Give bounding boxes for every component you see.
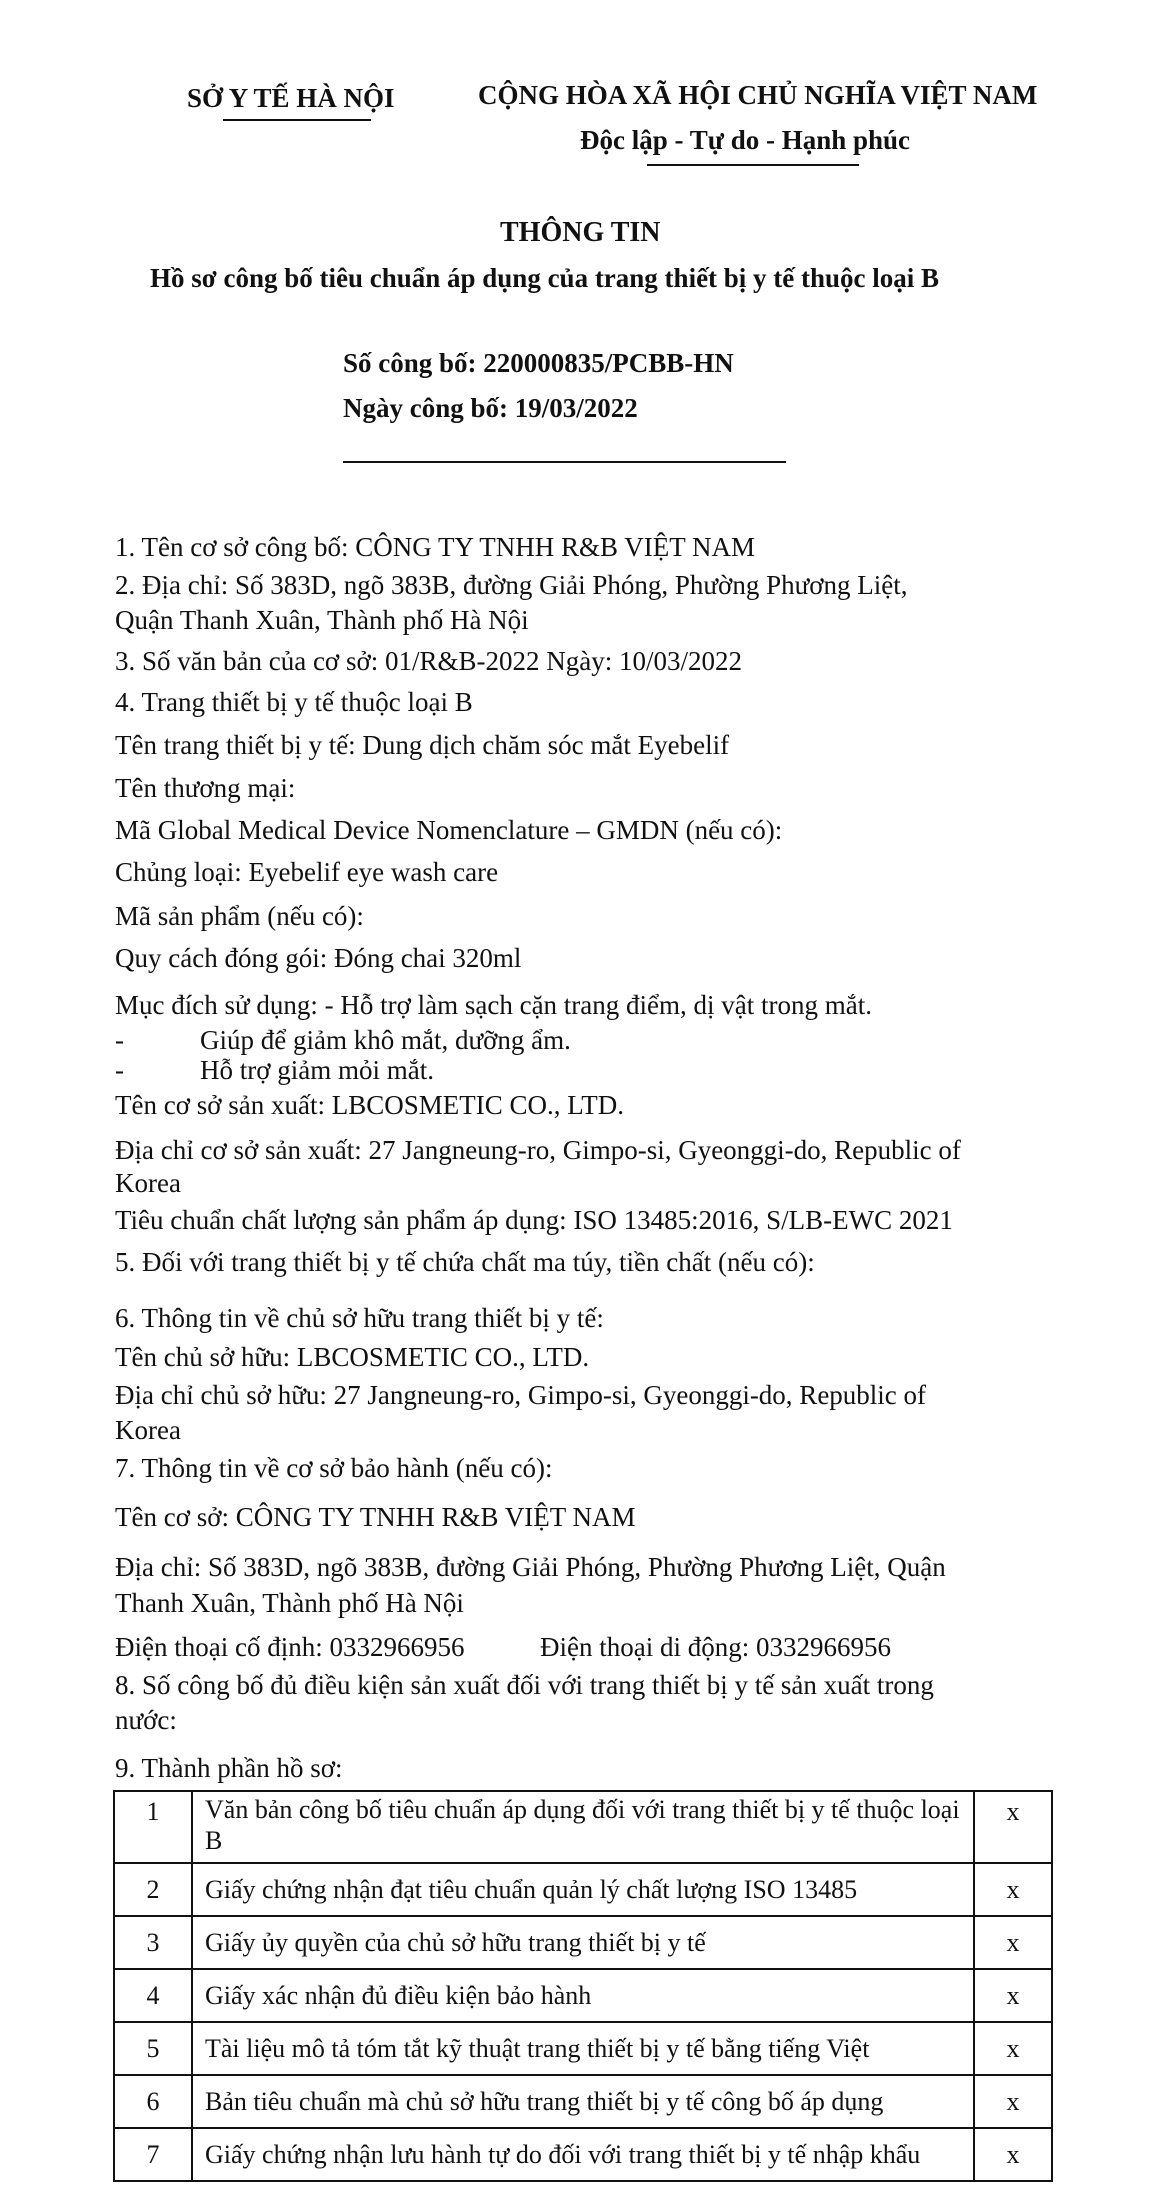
row-description: Giấy chứng nhận lưu hành tự do đối với trang thiết bị y tế nhập khẩu <box>192 2128 974 2181</box>
quality-standard: Tiêu chuẩn chất lượng sản phẩm áp dụng: ISO 13485:2016, S/LB-EWC 2021 <box>115 1205 953 1235</box>
row-check-mark: x <box>974 2075 1052 2128</box>
trade-name: Tên thương mại: <box>115 773 296 803</box>
row-check-mark: x <box>974 1863 1052 1916</box>
item-7-warranty-info: 7. Thông tin về cơ sở bảo hành (nếu có): <box>115 1453 553 1483</box>
owner-address-cont: Korea <box>115 1415 181 1445</box>
item-9-dossier-components: 9. Thành phần hồ sơ: <box>115 1753 343 1783</box>
product-code: Mã sản phẩm (nếu có): <box>115 901 364 931</box>
item-4-device-class: 4. Trang thiết bị y tế thuộc loại B <box>115 687 473 717</box>
row-number: 3 <box>114 1916 192 1969</box>
owner-name: Tên chủ sở hữu: LBCOSMETIC CO., LTD. <box>115 1342 590 1372</box>
table-row <box>114 1863 1052 1916</box>
row-number: 7 <box>114 2128 192 2181</box>
dossier-table <box>113 1790 1053 2182</box>
warranty-address-cont: Thanh Xuân, Thành phố Hà Nội <box>115 1588 464 1618</box>
warranty-name: Tên cơ sở: CÔNG TY TNHH R&B VIỆT NAM <box>115 1502 636 1532</box>
document-subtitle: Hồ sơ công bố tiêu chuẩn áp dụng của trang thiết bị y tế thuộc loại B <box>150 263 940 293</box>
row-description: Giấy xác nhận đủ điều kiện bảo hành <box>192 1969 974 2022</box>
device-type: Chủng loại: Eyebelif eye wash care <box>115 857 499 887</box>
motto-underline <box>647 164 859 166</box>
use-bullet-text: Giúp để giảm khô mắt, dưỡng ẩm. <box>200 1025 571 1055</box>
row-check-mark: x <box>974 2128 1052 2181</box>
item-6-owner-info: 6. Thông tin về chủ sở hữu trang thiết bị y tế: <box>115 1303 604 1333</box>
item-3-document-number: 3. Số văn bản của cơ sở: 01/R&B-2022 Ngày: 10/03/2022 <box>115 646 742 676</box>
phone-mobile: Điện thoại di động: 0332966956 <box>540 1632 891 1662</box>
item-8-production-number-cont: nước: <box>115 1705 177 1735</box>
use-bullet-text: Hỗ trợ giảm mỏi mắt. <box>200 1055 434 1085</box>
use-bullet-dash: - <box>115 1025 124 1055</box>
manufacturer-name: Tên cơ sở sản xuất: LBCOSMETIC CO., LTD. <box>115 1090 625 1120</box>
warranty-address: Địa chỉ: Số 383D, ngõ 383B, đường Giải Phóng, Phường Phương Liệt, Quận <box>115 1552 946 1582</box>
agency-underline <box>223 119 371 121</box>
document-title: THÔNG TIN <box>500 217 661 248</box>
row-check-mark: x <box>974 2022 1052 2075</box>
nation-name: CỘNG HÒA XÃ HỘI CHỦ NGHĨA VIỆT NAM <box>478 80 1038 110</box>
table-row <box>114 2075 1052 2128</box>
use-bullet-dash: - <box>115 1055 124 1085</box>
row-description: Bản tiêu chuẩn mà chủ sở hữu trang thiết bị y tế công bố áp dụng <box>192 2075 974 2128</box>
item-8-production-number: 8. Số công bố đủ điều kiện sản xuất đối với trang thiết bị y tế sản xuất trong <box>115 1670 934 1700</box>
row-number: 2 <box>114 1863 192 1916</box>
manufacturer-address: Địa chỉ cơ sở sản xuất: 27 Jangneung-ro, Gimpo-si, Gyeonggi-do, Republic of <box>115 1135 961 1165</box>
gmdn-code: Mã Global Medical Device Nomenclature – GMDN (nếu có): <box>115 815 783 845</box>
row-number: 4 <box>114 1969 192 2022</box>
row-number: 6 <box>114 2075 192 2128</box>
row-description: Giấy ủy quyền của chủ sở hữu trang thiết bị y tế <box>192 1916 974 1969</box>
table-row <box>114 1969 1052 2022</box>
agency-name: SỞ Y TẾ HÀ NỘI <box>187 83 395 113</box>
announcement-date: Ngày công bố: 19/03/2022 <box>343 393 638 423</box>
row-description: Văn bản công bố tiêu chuẩn áp dụng đối với trang thiết bị y tế thuộc loại B <box>192 1791 974 1863</box>
row-check-mark: x <box>974 1916 1052 1969</box>
row-check-mark: x <box>974 1969 1052 2022</box>
device-name: Tên trang thiết bị y tế: Dung dịch chăm sóc mắt Eyebelif <box>115 730 730 760</box>
table-row <box>114 2022 1052 2075</box>
row-check-mark: x <box>974 1791 1052 1863</box>
item-5-narcotics: 5. Đối với trang thiết bị y tế chứa chất ma túy, tiền chất (nếu có): <box>115 1247 815 1277</box>
table-row <box>114 2128 1052 2181</box>
row-number: 1 <box>114 1791 192 1863</box>
table-row <box>114 1916 1052 1969</box>
title-separator <box>343 461 786 463</box>
item-2-address: 2. Địa chỉ: Số 383D, ngõ 383B, đường Giải Phóng, Phường Phương Liệt, <box>115 570 908 600</box>
row-description: Tài liệu mô tả tóm tắt kỹ thuật trang thiết bị y tế bằng tiếng Việt <box>192 2022 974 2075</box>
row-number: 5 <box>114 2022 192 2075</box>
national-motto: Độc lập - Tự do - Hạnh phúc <box>580 125 911 155</box>
row-description: Giấy chứng nhận đạt tiêu chuẩn quản lý chất lượng ISO 13485 <box>192 1863 974 1916</box>
announcement-number: Số công bố: 220000835/PCBB-HN <box>343 348 734 378</box>
item-1-company: 1. Tên cơ sở công bố: CÔNG TY TNHH R&B VIỆT NAM <box>115 532 756 562</box>
owner-address: Địa chỉ chủ sở hữu: 27 Jangneung-ro, Gimpo-si, Gyeonggi-do, Republic of <box>115 1380 927 1410</box>
packaging: Quy cách đóng gói: Đóng chai 320ml <box>115 943 522 973</box>
table-row <box>114 1791 1052 1863</box>
item-2-address-cont: Quận Thanh Xuân, Thành phố Hà Nội <box>115 605 529 635</box>
intended-use: Mục đích sử dụng: - Hỗ trợ làm sạch cặn trang điểm, dị vật trong mắt. <box>115 990 872 1020</box>
phone-fixed: Điện thoại cố định: 0332966956 <box>115 1632 465 1662</box>
manufacturer-address-cont: Korea <box>115 1168 181 1198</box>
